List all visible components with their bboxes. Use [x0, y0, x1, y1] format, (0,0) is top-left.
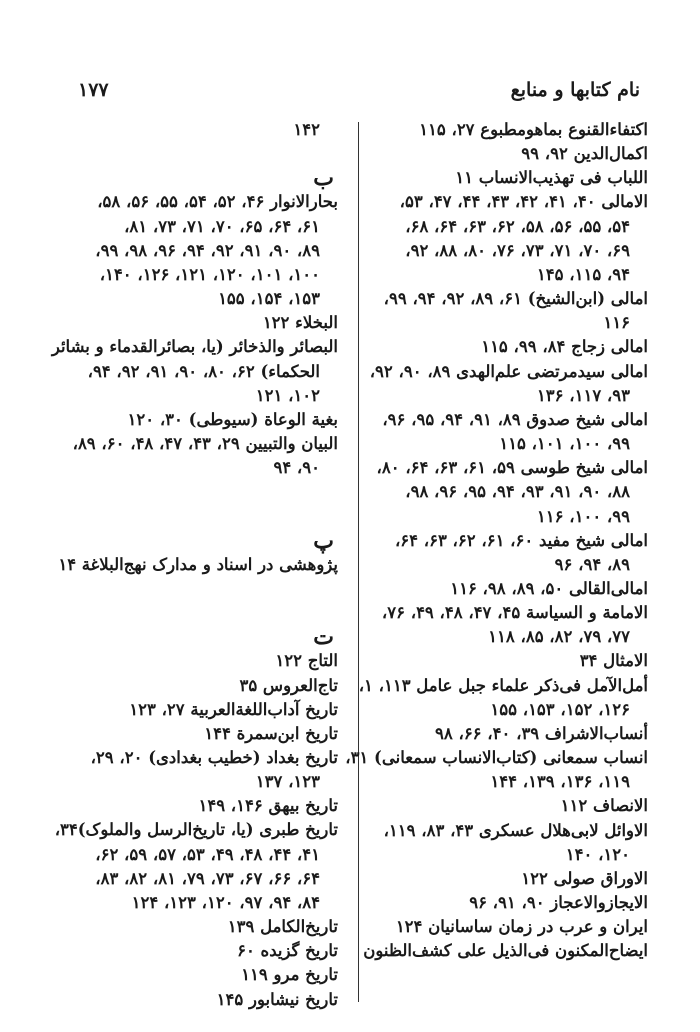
index-entry: الامامة و السیاسة ۴۵، ۴۷، ۴۸، ۴۹، ۷۶،	[381, 603, 648, 623]
index-entry-continuation: ۱۴۲	[293, 120, 320, 139]
index-entry-continuation: ۹۹، ۱۰۰، ۱۰۱، ۱۱۵	[499, 434, 630, 454]
index-entry-continuation: ۱۲۳، ۱۳۷	[255, 772, 320, 792]
spacer	[56, 504, 338, 528]
index-entry-continuation: ۸۹، ۹۴، ۹۶	[554, 554, 630, 574]
page-header	[78, 74, 640, 106]
index-entry: الامالی ۴۰، ۴۱، ۴۲، ۴۳، ۴۴، ۴۷، ۵۳،	[399, 192, 648, 212]
index-entry-continuation: ۱۵۳، ۱۵۴، ۱۵۵	[218, 289, 320, 309]
index-entry: اللباب فی تهذیب‌الانساب ۱۱	[455, 168, 648, 188]
spacer	[56, 142, 338, 166]
index-entry: الایجازوالاعجاز ۹۰، ۹۱، ۹۶	[469, 893, 648, 912]
index-entry-continuation: ۹۳، ۱۱۷، ۱۳۶	[536, 385, 630, 405]
index-entry-continuation: ۵۴، ۵۵، ۵۶، ۵۸، ۶۲، ۶۳، ۶۴، ۶۸،	[405, 216, 630, 236]
index-entry: اکتفاءالقنوع بماهومطبوع ۲۷، ۱۱۵	[419, 120, 648, 139]
index-column-right	[345, 118, 648, 963]
index-entry: امالی شیخ مفید ۶۰، ۶۱، ۶۲، ۶۳، ۶۴،	[394, 530, 648, 550]
section-letter: ت	[313, 624, 334, 651]
index-entry: ایضاح‌المکنون فی‌الذیل علی کشف‌الظنون	[363, 941, 648, 961]
index-entry-continuation: ۸۸، ۹۰، ۹۱، ۹۳، ۹۴، ۹۵، ۹۶، ۹۸،	[405, 482, 630, 502]
index-entry: الاوائل لابی‌هلال عسکری ۴۳، ۸۳، ۱۱۹،	[383, 820, 648, 840]
index-entry-continuation: ۸۹، ۹۰، ۹۱، ۹۲، ۹۴، ۹۶، ۹۸، ۹۹،	[95, 240, 320, 260]
index-entry: التاج ۱۲۲	[275, 651, 338, 671]
index-entry: البصائر والذخائر (یا، بصائرالقدماء و بشائر	[51, 337, 338, 357]
index-entry: امالی زجاج ۸۴، ۹۹، ۱۱۵	[481, 337, 648, 357]
index-entry: انساب سمعانی (کتاب‌الانساب سمعانی) ۳۱،	[345, 748, 648, 768]
index-entry: امالی شیخ صدوق ۸۹، ۹۱، ۹۴، ۹۵، ۹۶،	[382, 409, 648, 429]
index-entry-continuation: ۹۴، ۱۱۵، ۱۴۵	[536, 264, 630, 284]
index-entry-continuation: ۹۹، ۱۰۰، ۱۱۶	[536, 506, 630, 526]
index-entry-continuation: ۱۰۰، ۱۰۱، ۱۲۰، ۱۲۱، ۱۲۶، ۱۴۰،	[99, 264, 320, 284]
index-entry: الامثال ۳۴	[579, 651, 648, 671]
index-entry: تاریخ بغداد (خطیب بغدادی) ۲۰، ۲۹،	[90, 747, 338, 767]
index-entry-continuation: ۱۱۹، ۱۳۶، ۱۳۹، ۱۴۴	[490, 772, 630, 792]
index-entry: البخلاء ۱۲۲	[262, 313, 338, 333]
index-entry: بحارالانوار ۴۶، ۵۲، ۵۴، ۵۵، ۵۶، ۵۸،	[97, 192, 338, 212]
index-entry: تاریخ‌الکامل ۱۳۹	[227, 917, 338, 937]
index-entry: تاریخ ابن‌سمرة ۱۴۴	[204, 723, 338, 743]
index-entry-continuation: ۱۲۰، ۱۴۰	[565, 844, 630, 864]
index-entry: أمل‌الآمل فی‌ذکر علماء جبل عامل ۱۱۳، ۱،	[358, 675, 648, 695]
section-letter: ب	[313, 165, 334, 192]
header-title: نام کتابها و منابع	[510, 79, 640, 101]
index-entry: تاریخ نیشابور ۱۴۵	[216, 989, 338, 1009]
index-entry: تاج‌العروس ۳۵	[239, 675, 338, 695]
index-entry-continuation: الحکماء) ۶۲، ۸۰، ۹۰، ۹۱، ۹۲، ۹۴،	[87, 361, 320, 381]
index-entry-continuation: ۹۰، ۹۴	[273, 458, 320, 478]
index-entry-continuation: ۱۰۲، ۱۲۱	[255, 385, 320, 405]
index-entry-continuation: ۶۹، ۷۰، ۷۱، ۷۳، ۷۶، ۸۰، ۸۸، ۹۲،	[405, 240, 630, 260]
spacer	[56, 480, 338, 504]
index-entry: تاریخ بیهق ۱۴۶، ۱۴۹	[198, 796, 338, 816]
index-entry: امالی‌القالی ۵۰، ۸۹، ۹۸، ۱۱۶	[450, 578, 648, 598]
index-entry-continuation: ۶۱، ۶۴، ۶۵، ۷۰، ۷۱، ۷۳، ۸۱،	[124, 216, 320, 236]
index-entry: الانصاف ۱۱۲	[560, 796, 648, 816]
index-column-left	[51, 118, 338, 1012]
spacer	[56, 577, 338, 601]
index-entry-continuation: ۸۴، ۹۴، ۹۷، ۱۲۰، ۱۲۳، ۱۲۴	[131, 892, 320, 912]
index-entry: بغیة الوعاة (سیوطی) ۳۰، ۱۲۰	[127, 409, 338, 429]
spacer	[56, 601, 338, 625]
index-entry-continuation: ۱۲۶، ۱۵۲، ۱۵۳، ۱۵۵	[490, 699, 630, 719]
section-letter: پ	[313, 527, 334, 554]
index-entry: ایران و عرب در زمان ساسانیان ۱۲۴	[395, 917, 648, 937]
index-entry: الاوراق صولی ۱۲۲	[521, 868, 648, 888]
index-entry: أنساب‌الاشراف ۳۹، ۴۰، ۶۶، ۹۸	[435, 723, 648, 743]
index-entry: پژوهشی در اسناد و مدارک نهج‌البلاغة ۱۴	[58, 554, 338, 574]
index-entry: اکمال‌الدین ۹۲، ۹۹	[521, 144, 648, 164]
index-entry: تاریخ مرو ۱۱۹	[241, 965, 338, 985]
index-entry: امالی (ابن‌الشیخ) ۶۱، ۸۹، ۹۲، ۹۴، ۹۹،	[383, 289, 648, 309]
index-entry: تاریخ آداب‌اللغةالعربیة ۲۷، ۱۲۳	[129, 699, 338, 719]
page-number: ۱۷۷	[78, 79, 109, 101]
index-entry-continuation: ۱۱۶	[603, 313, 630, 333]
index-entry-continuation: ۴۱، ۴۴، ۴۸، ۴۹، ۵۳، ۵۷، ۵۹، ۶۲،	[95, 844, 320, 864]
index-entry: امالی شیخ طوسی ۵۹، ۶۱، ۶۳، ۶۴، ۸۰،	[376, 458, 648, 478]
index-entry-continuation: ۶۴، ۶۶، ۶۷، ۷۳، ۷۹، ۸۱، ۸۲، ۸۳،	[95, 868, 320, 888]
index-entry: تاریخ طبری (یا، تاریخ‌الرسل والملوک)۳۴،	[54, 820, 338, 840]
index-entry: تاریخ گزیده ۶۰	[237, 941, 338, 961]
index-entry: امالی سیدمرتضی علم‌الهدی ۸۹، ۹۰، ۹۲،	[369, 361, 648, 381]
index-entry: البیان والتبیین ۲۹، ۴۳، ۴۷، ۴۸، ۶۰، ۸۹،	[72, 434, 338, 454]
index-entry-continuation: ۷۷، ۷۹، ۸۲، ۸۵، ۱۱۸	[488, 627, 630, 647]
